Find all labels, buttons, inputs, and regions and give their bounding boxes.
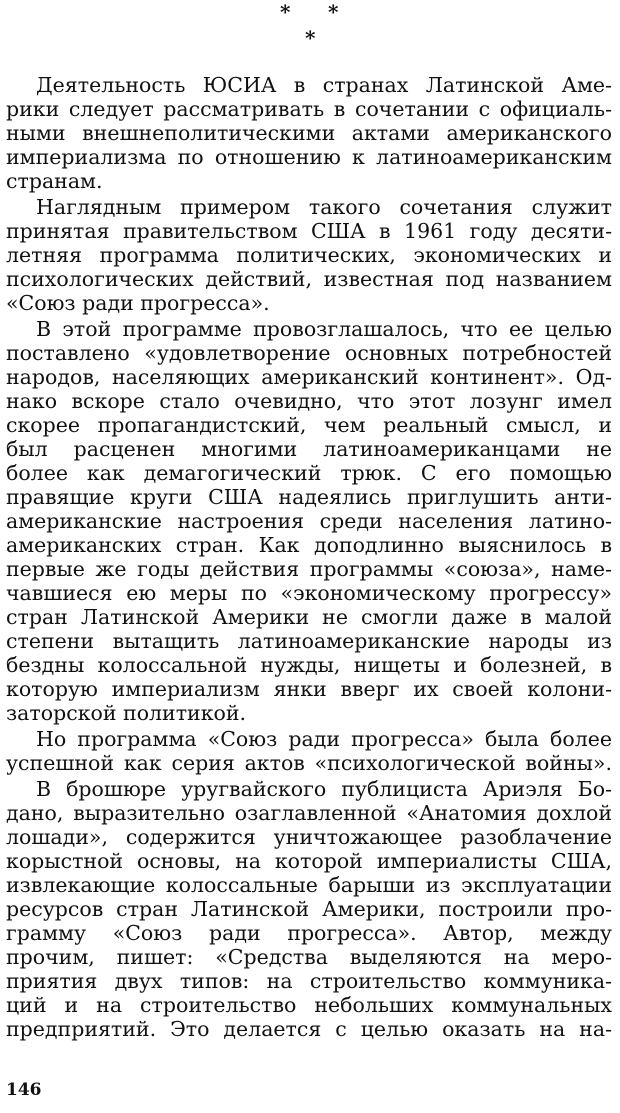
text-line: был расценен многими латиноамериканцами не [6,437,612,461]
text-line: стран Латинской Америки не смогли даже в малой [6,605,612,629]
text-line: В брошюре уругвайского публициста Ариэля Бо- [36,777,612,801]
text-line: рики следует рассматривать в сочетании с официаль- [6,97,612,121]
text-line: поставлено «удовлетворение основных потребностей [6,341,612,365]
text-line: летняя программа политических, экономических и [6,243,612,267]
text-line: американских стран. Как доподлинно выяснилось в [6,533,612,557]
text-line: первые же годы действия программы «союза», наме- [6,557,612,581]
text-line: предприятий. Это делается с целью оказать на на- [6,1017,612,1041]
text-line: которую империализм янки вверг их своей колони- [6,677,612,701]
text-line: заторской политикой. [6,701,247,725]
text-line: принятая правительством США в 1961 году десяти- [6,219,612,243]
text-line: степени вытащить латиноамериканские народы из [6,629,612,653]
text-line: ресурсов стран Латинской Америки, построили про- [6,897,612,921]
text-line: ными внешнеполитическими актами американского [6,121,612,145]
text-line: бездны колоссальной нужды, нищеты и болезней, в [6,653,612,677]
text-line: чавшиеся ею меры по «экономическому прогрессу» [6,581,612,605]
separator-star: * [328,0,339,24]
text-line: приятия двух типов: на строительство коммуника- [6,969,612,993]
text-line: правящие круги США надеялись приглушить анти- [6,485,612,509]
text-line: странам. [6,169,103,193]
text-line: империализма по отношению к латиноамериканским [6,145,612,169]
text-line: прочим, пишет: «Средства выделяются на меро- [6,945,612,969]
text-line: грамму «Союз ради прогресса». Автор, между [6,921,612,945]
separator-star: * [305,26,316,50]
text-line: скорее пропагандистский, чем реальный смысл, и [6,413,612,437]
text-line: народов, населяющих американский континент». Од- [6,365,612,389]
text-line: нако вскоре стало очевидно, что этот лозунг имел [6,389,612,413]
separator-star: * [280,0,291,24]
page-number: 146 [6,1080,42,1100]
text-line: В этой программе провозглашалось, что ее целью [36,317,612,341]
text-line: успешной как серия актов «психологической войны». [6,751,612,775]
text-line: «Союз ради прогресса». [6,291,270,315]
section-separator [0,0,620,50]
text-line: более как демагогический трюк. С его помощью [6,461,612,485]
text-line: Наглядным примером такого сочетания служит [36,195,612,219]
text-line: ций и на строительство небольших коммунальных [6,993,612,1017]
text-line: лошади», содержится уничтожающее разоблачение [6,825,612,849]
text-line: психологических действий, известная под названием [6,267,612,291]
text-line: корыстной основы, на которой империалисты США, [6,849,612,873]
text-line: Но программа «Союз ради прогресса» была более [36,727,612,751]
text-line: американские настроения среди населения латино- [6,509,612,533]
text-line: извлекающие колоссальные барыши из эксплуатации [6,873,612,897]
text-line: дано, выразительно озаглавленной «Анатомия дохлой [6,801,612,825]
text-line: Деятельность ЮСИА в странах Латинской Аме- [36,73,612,97]
